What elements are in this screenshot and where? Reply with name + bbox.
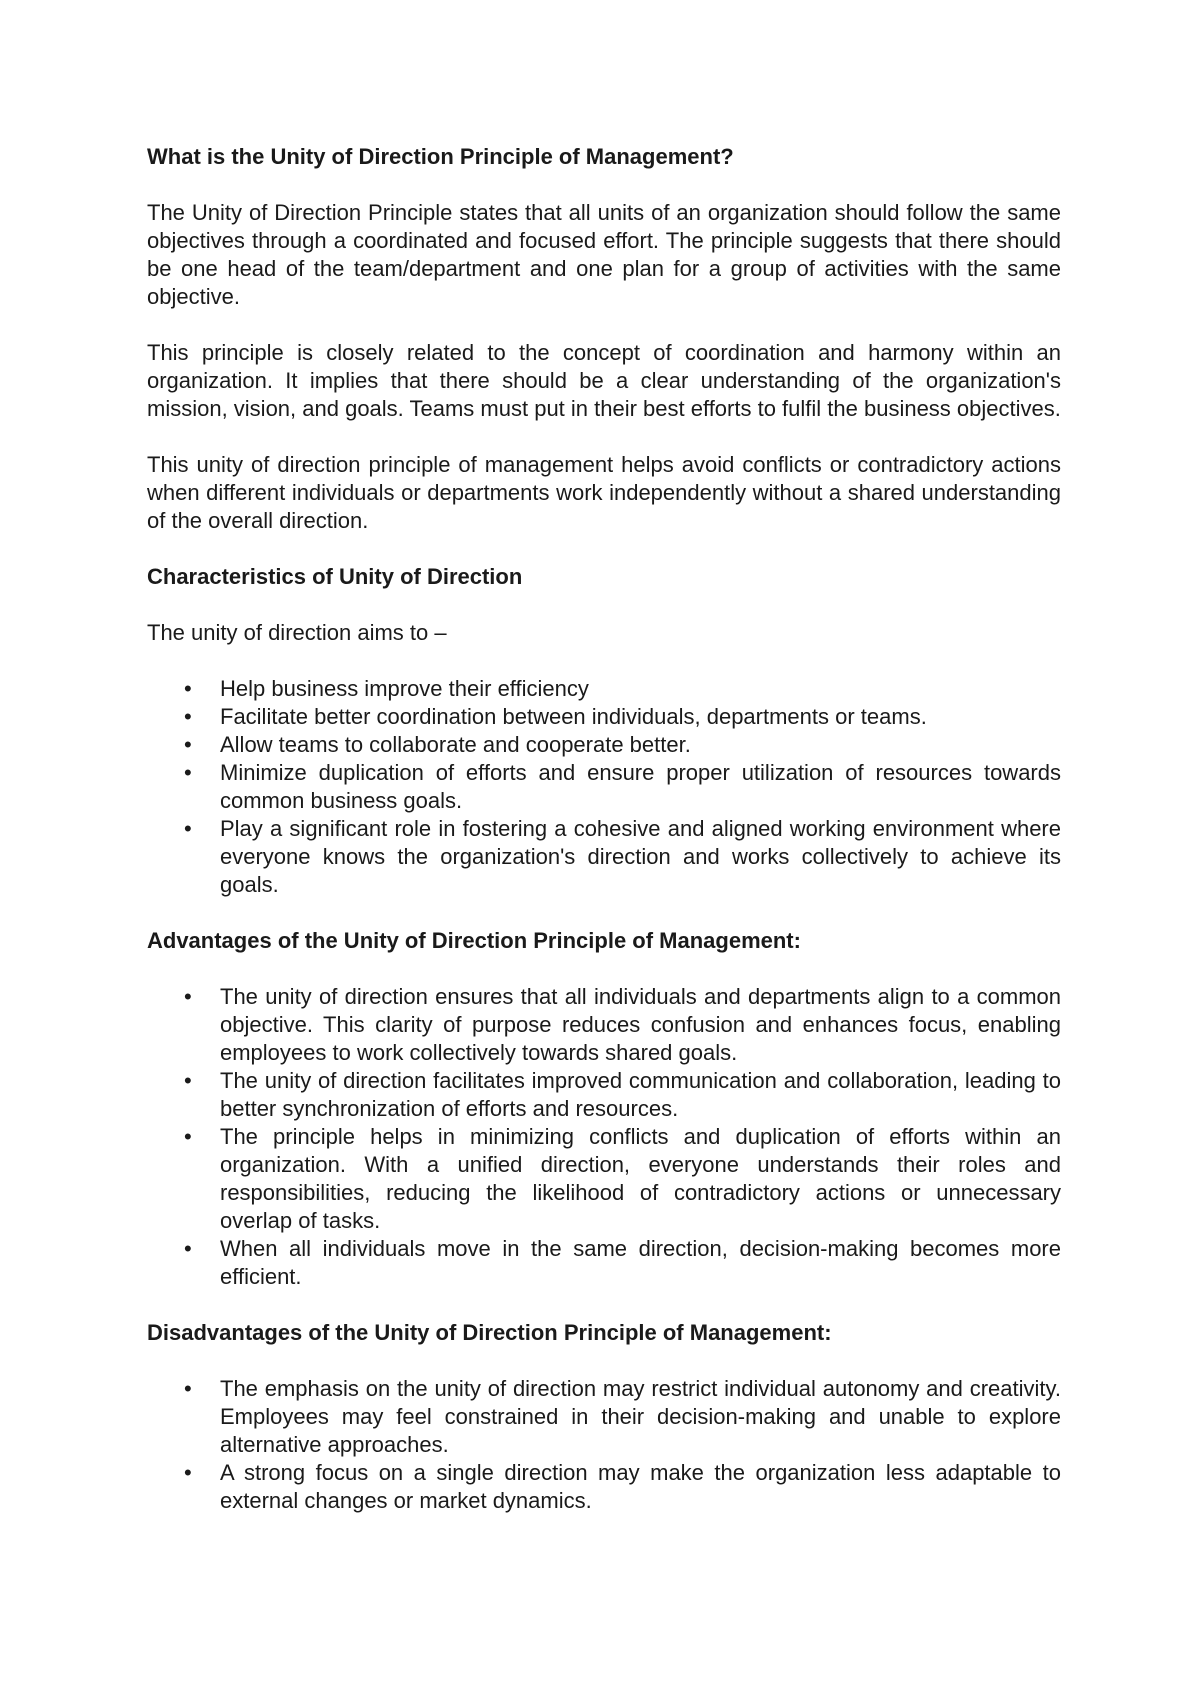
- bullet-icon: •: [184, 704, 192, 729]
- section-heading: Characteristics of Unity of Direction: [147, 564, 523, 589]
- list-item: [147, 731, 1061, 759]
- list-item: [147, 675, 1061, 703]
- list-item-text: Allow teams to collaborate and cooperate better.: [220, 732, 691, 757]
- bullet-list: [147, 1375, 1061, 1515]
- list-item-text: The principle helps in minimizing conflicts and duplication of efforts within an organization. With a unified direction, everyone understands their roles and responsibilities, reducing the likelihood of contradictory actions or unnecessary overlap of tasks.: [220, 1124, 1061, 1233]
- list-item-text: Play a significant role in fostering a cohesive and aligned working environment where everyone knows the organization's direction and works collectively to achieve its goals.: [220, 816, 1061, 897]
- section-heading: Advantages of the Unity of Direction Principle of Management:: [147, 928, 801, 953]
- paragraph: The Unity of Direction Principle states that all units of an organization should follow the same objectives through a coordinated and focused effort. The principle suggests that there should be one head of the team/department and one plan for a group of activities with the same objective.: [147, 200, 1061, 309]
- list-item: [147, 1459, 1061, 1515]
- bullet-icon: •: [184, 760, 192, 785]
- list-item-text: Facilitate better coordination between individuals, departments or teams.: [220, 704, 927, 729]
- section-advantages: [147, 927, 1061, 1291]
- intro-text: The unity of direction aims to –: [147, 620, 447, 645]
- list-item: [147, 1235, 1061, 1291]
- list-item: [147, 1375, 1061, 1459]
- list-item-text: The unity of direction ensures that all individuals and departments align to a common objective. This clarity of purpose reduces confusion and enhances focus, enabling employees to work collectively towards shared goals.: [220, 984, 1061, 1065]
- list-item-text: The unity of direction facilitates improved communication and collaboration, leading to better synchronization of efforts and resources.: [220, 1068, 1061, 1121]
- bullet-icon: •: [184, 1376, 192, 1401]
- list-item: [147, 983, 1061, 1067]
- bullet-icon: •: [184, 732, 192, 757]
- list-item: [147, 1123, 1061, 1235]
- list-item-text: Help business improve their efficiency: [220, 676, 589, 701]
- list-item-text: A strong focus on a single direction may make the organization less adaptable to external changes or market dynamics.: [220, 1460, 1061, 1513]
- list-item: [147, 1067, 1061, 1123]
- bullet-icon: •: [184, 1236, 192, 1261]
- list-item: [147, 759, 1061, 815]
- bullet-list: [147, 983, 1061, 1291]
- bullet-icon: •: [184, 1068, 192, 1093]
- section-characteristics: [147, 563, 1061, 899]
- section-heading: What is the Unity of Direction Principle of Management?: [147, 144, 734, 169]
- paragraph: This unity of direction principle of management helps avoid conflicts or contradictory actions when different individuals or departments work independently without a shared understanding of the overall direction.: [147, 452, 1061, 533]
- bullet-icon: •: [184, 984, 192, 1009]
- list-item-text: The emphasis on the unity of direction may restrict individual autonomy and creativity. Employees may feel constrained in their decision-making and unable to explore alternative approaches.: [220, 1376, 1061, 1457]
- bullet-icon: •: [184, 1124, 192, 1149]
- list-item: [147, 815, 1061, 899]
- section-unity-definition: [147, 143, 1061, 535]
- document-page: [147, 143, 1061, 1543]
- list-item: [147, 703, 1061, 731]
- bullet-list: [147, 675, 1061, 899]
- list-item-text: Minimize duplication of efforts and ensure proper utilization of resources towards common business goals.: [220, 760, 1061, 813]
- section-disadvantages: [147, 1319, 1061, 1515]
- list-item-text: When all individuals move in the same direction, decision-making becomes more efficient.: [220, 1236, 1061, 1289]
- bullet-icon: •: [184, 676, 192, 701]
- section-heading: Disadvantages of the Unity of Direction Principle of Management:: [147, 1320, 832, 1345]
- bullet-icon: •: [184, 816, 192, 841]
- paragraph: This principle is closely related to the concept of coordination and harmony within an organization. It implies that there should be a clear understanding of the organization's mission, vision, and goals. Teams must put in their best efforts to fulfil the business objectives.: [147, 340, 1061, 421]
- bullet-icon: •: [184, 1460, 192, 1485]
